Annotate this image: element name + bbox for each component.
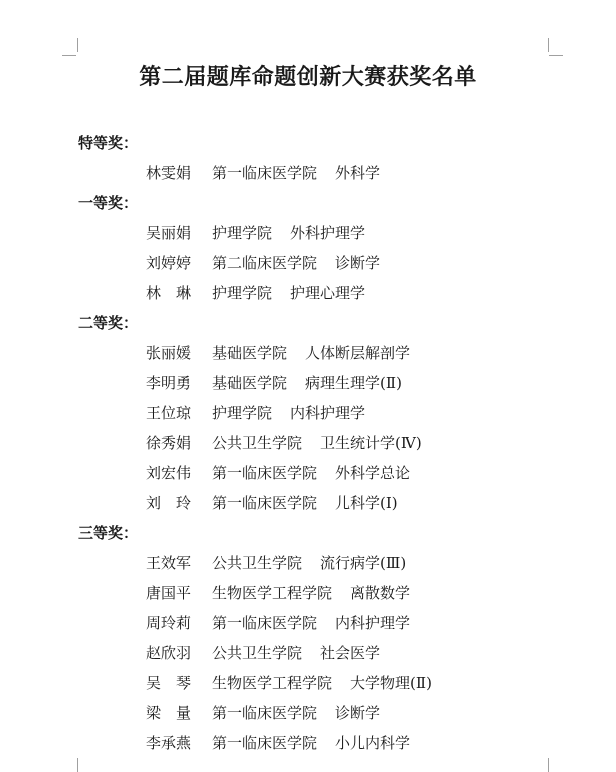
winner-college: 基础医学院 xyxy=(212,344,288,362)
winner-course: 外科学总论 xyxy=(335,464,411,482)
winner-course: 社会医学 xyxy=(320,644,381,662)
document-title: 第二届题库命题创新大赛获奖名单 xyxy=(139,64,477,90)
winner-entry xyxy=(78,398,558,428)
award-list xyxy=(78,128,558,758)
winner-name: 张丽媛 xyxy=(146,344,192,362)
winner-name: 徐秀娟 xyxy=(146,434,192,452)
winner-entry xyxy=(78,368,558,398)
winner-college: 第一临床医学院 xyxy=(212,704,318,722)
winner-course: 外科学 xyxy=(335,164,381,182)
winner-name: 王位琼 xyxy=(146,404,192,422)
winner-entry xyxy=(78,698,558,728)
winner-entry xyxy=(78,668,558,698)
winner-entry xyxy=(78,248,558,278)
winner-name: 林雯娟 xyxy=(146,164,192,182)
winner-college: 生物医学工程学院 xyxy=(212,584,333,602)
winner-course: 儿科学(Ⅰ) xyxy=(335,494,398,512)
winner-course: 诊断学 xyxy=(335,704,381,722)
winner-course: 离散数学 xyxy=(350,584,411,602)
winner-name: 王效军 xyxy=(146,554,192,572)
winner-entry xyxy=(78,278,558,308)
winner-entry xyxy=(78,218,558,248)
winner-course: 大学物理(Ⅱ) xyxy=(350,674,432,692)
winner-college: 公共卫生学院 xyxy=(212,434,303,452)
winner-college: 第一临床医学院 xyxy=(212,464,318,482)
winner-college: 第一临床医学院 xyxy=(212,494,318,512)
winner-entry xyxy=(78,428,558,458)
winner-course: 诊断学 xyxy=(335,254,381,272)
winner-name: 李明勇 xyxy=(146,374,192,392)
winner-college: 基础医学院 xyxy=(212,374,288,392)
winner-course: 病理生理学(Ⅱ) xyxy=(305,374,402,392)
winner-college: 护理学院 xyxy=(212,224,273,242)
winner-name: 林 琳 xyxy=(146,284,192,302)
winner-course: 内科护理学 xyxy=(290,404,366,422)
award-section-heading: 一等奖： xyxy=(78,194,139,212)
winner-name: 刘 玲 xyxy=(146,494,192,512)
winner-course: 外科护理学 xyxy=(290,224,366,242)
winner-college: 公共卫生学院 xyxy=(212,644,303,662)
winner-name: 刘宏伟 xyxy=(146,464,192,482)
winner-course: 小儿内科学 xyxy=(335,734,411,752)
winner-entry xyxy=(78,158,558,188)
winner-name: 唐国平 xyxy=(146,584,192,602)
winner-name: 李承燕 xyxy=(146,734,192,752)
winner-college: 护理学院 xyxy=(212,404,273,422)
winner-entry xyxy=(78,548,558,578)
winner-course: 人体断层解剖学 xyxy=(305,344,411,362)
winner-entry xyxy=(78,638,558,668)
winner-name: 吴丽娟 xyxy=(146,224,192,242)
winner-course: 卫生统计学(Ⅳ) xyxy=(320,434,422,452)
winner-entry xyxy=(78,728,558,758)
winner-college: 生物医学工程学院 xyxy=(212,674,333,692)
winner-college: 第一临床医学院 xyxy=(212,734,318,752)
winner-college: 护理学院 xyxy=(212,284,273,302)
winner-course: 流行病学(Ⅲ) xyxy=(320,554,407,572)
winner-college: 第二临床医学院 xyxy=(212,254,318,272)
winner-entry xyxy=(78,458,558,488)
award-section-heading: 二等奖： xyxy=(78,314,139,332)
winner-entry xyxy=(78,338,558,368)
winner-course: 护理心理学 xyxy=(290,284,366,302)
winner-college: 公共卫生学院 xyxy=(212,554,303,572)
winner-entry xyxy=(78,608,558,638)
award-section-heading: 三等奖： xyxy=(78,524,139,542)
winner-course: 内科护理学 xyxy=(335,614,411,632)
winner-name: 周玲莉 xyxy=(146,614,192,632)
award-section-heading: 特等奖： xyxy=(78,134,139,152)
winner-name: 赵欣羽 xyxy=(146,644,192,662)
winner-college: 第一临床医学院 xyxy=(212,164,318,182)
winner-entry xyxy=(78,488,558,518)
winner-entry xyxy=(78,578,558,608)
winner-college: 第一临床医学院 xyxy=(212,614,318,632)
winner-name: 梁 量 xyxy=(146,704,192,722)
winner-name: 吴 琴 xyxy=(146,674,192,692)
winner-name: 刘婷婷 xyxy=(146,254,192,272)
